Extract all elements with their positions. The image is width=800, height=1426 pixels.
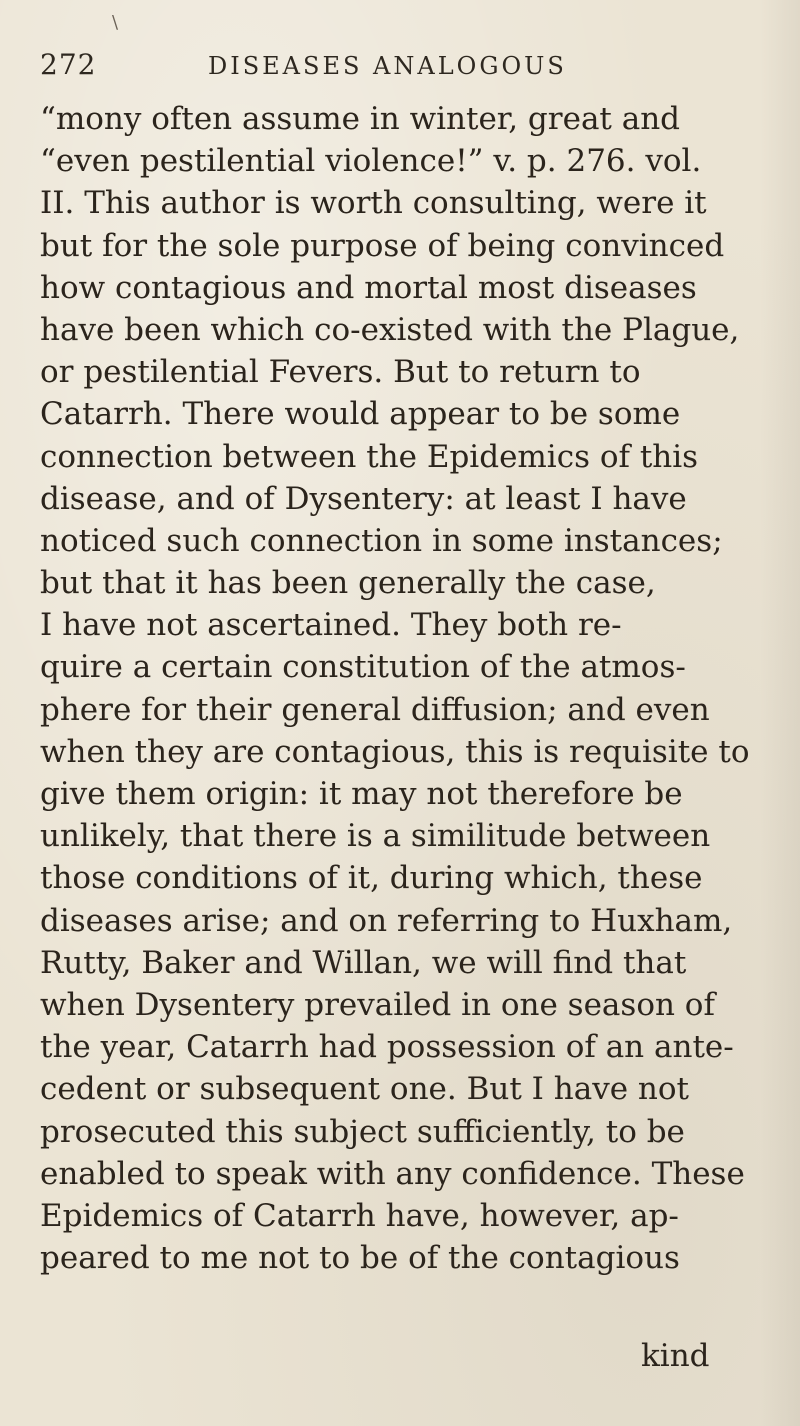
text-line: have been which co-existed with the Plague,: [40, 311, 740, 348]
text-line: noticed such connection in some instances;: [40, 522, 723, 559]
running-head: DISEASES ANALOGOUS: [208, 52, 567, 80]
page-header: [40, 48, 760, 88]
page-edge-shading: [760, 0, 800, 1426]
text-line: or pestilential Fevers. But to return to: [40, 354, 641, 391]
text-line: “mony often assume in winter, great and: [40, 101, 681, 137]
text-line: give them origin: it may not therefore be: [40, 776, 683, 812]
text-line: Catarrh. There would appear to be some: [40, 396, 681, 433]
text-line: when they are contagious, this is requisite to: [40, 733, 750, 770]
text-line: I have not ascertained. They both re-: [40, 607, 622, 644]
text-line: Epidemics of Catarrh have, however, ap-: [40, 1197, 679, 1234]
text-line: II. This author is worth consulting, were it: [40, 185, 707, 222]
text-line: the year, Catarrh had possession of an ante-: [40, 1029, 734, 1066]
body-text: [40, 98, 770, 1279]
text-line: diseases arise; and on referring to Huxham,: [40, 902, 733, 939]
stray-mark: \: [112, 12, 119, 33]
page-number: 272: [40, 48, 97, 81]
text-line: unlikely, that there is a similitude between: [40, 818, 711, 855]
text-line: peared to me not to be of the contagious: [40, 1240, 680, 1277]
text-line: “even pestilential violence!” v. p. 276. vol.: [40, 143, 702, 180]
text-line: connection between the Epidemics of this: [40, 438, 699, 475]
catchword: kind: [641, 1338, 710, 1374]
text-line: those conditions of it, during which, these: [40, 860, 703, 897]
text-line: but for the sole purpose of being convinced: [40, 227, 725, 264]
text-line: Rutty, Baker and Willan, we will find that: [40, 944, 687, 981]
text-line: when Dysentery prevailed in one season of: [40, 986, 715, 1023]
text-line: enabled to speak with any confidence. These: [40, 1155, 745, 1192]
text-line: prosecuted this subject sufficiently, to be: [40, 1113, 685, 1150]
text-line: cedent or subsequent one. But I have not: [40, 1071, 690, 1108]
text-line: but that it has been generally the case,: [40, 565, 656, 602]
text-line: quire a certain constitution of the atmos-: [40, 649, 686, 686]
text-line: how contagious and mortal most diseases: [40, 269, 697, 306]
text-line: disease, and of Dysentery: at least I have: [40, 480, 687, 517]
text-line: phere for their general diffusion; and even: [40, 691, 710, 728]
